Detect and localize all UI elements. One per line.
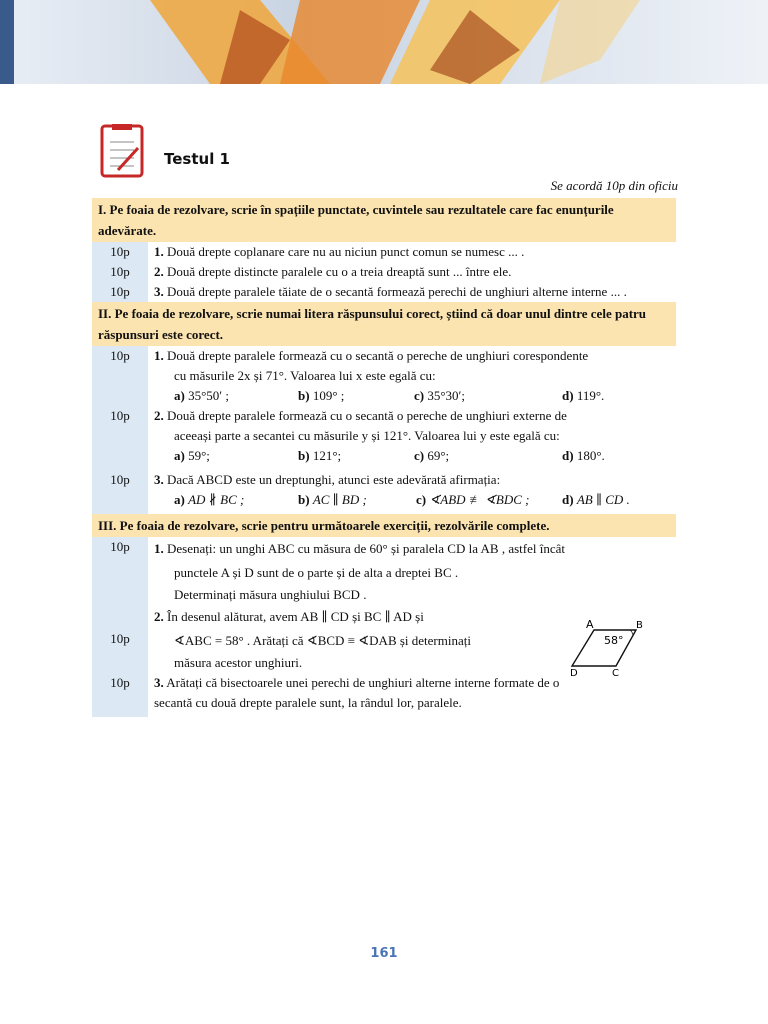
item-number: 2. [154,408,164,423]
points-cell: 10p [92,406,148,466]
option-text: 59°; [188,448,210,463]
item-line: aceeași parte a secantei cu măsurile y și 121°. Valoarea lui y este egală cu: [174,428,560,443]
table-row [92,673,676,717]
item-text: Două drepte distincte paralele cu o a treia dreaptă sunt ... între ele. [167,264,512,279]
item-number: 1. [154,244,164,259]
option-letter: d) [562,492,574,507]
option-text: ∢ABD ≢ ∢BDC ; [429,492,530,507]
figure-label-c: C [612,668,619,678]
points-cell: 10p [92,537,148,605]
option-letter: c) [414,388,425,403]
item-line: Dacă ABCD este un dreptunghi, atunci este adevărată afirmația: [167,472,501,487]
points-cell: 10p [92,673,148,717]
option-letter: a) [174,388,185,403]
option-text: 119°. [576,388,605,403]
item-number: 3. [154,284,164,299]
option-letter: b) [298,388,310,403]
item-line: Determinați măsura unghiului BCD . [174,587,367,602]
item-text: Două drepte paralele tăiate de o secantă formează perechi de unghiuri alterne interne ... . [167,284,627,299]
points-cell: 10p [92,282,148,302]
figure-label-a: A [586,618,594,631]
option-letter: d) [562,448,574,463]
table-row [92,537,676,605]
oficiu-note: Se acordă 10p din oficiu [550,178,678,193]
parallelogram-figure [564,618,654,678]
option-text: 109° ; [312,388,345,403]
item-line: Desenați: un unghi ABC cu măsura de 60° și paralela CD la AB , astfel încât [167,541,565,556]
option-text: 35°30′; [427,388,466,403]
option-text: AC ∥ BD ; [312,492,367,507]
option-letter: d) [562,388,574,403]
item-line: În desenul alăturat, avem AB ∥ CD și BC ∥ AD și [167,609,424,624]
option-text: 35°50′ ; [188,388,229,403]
option-letter: a) [174,492,185,507]
option-text: AD ∦ BC ; [188,492,245,507]
page-number: 161 [370,946,398,961]
item-line: punctele A și D sunt de o parte și de alta a dreptei BC . [174,565,459,580]
option-letter: b) [298,492,310,507]
points-cell: 10p [92,346,148,406]
banner-image [0,0,768,84]
option-letter: c) [414,448,425,463]
item-number: 2. [154,609,164,624]
figure-label-b: B [636,620,643,631]
option-text: 180°. [576,448,605,463]
header-banner [0,0,768,84]
item-line: Două drepte paralele formează cu o secantă o pereche de unghiuri corespondente [167,348,589,363]
item-number: 3. [154,472,164,487]
item-line: Arătați că bisectoarele unei perechi de unghiuri alterne interne formate de o [166,675,560,690]
item-line: secantă cu două drepte paralele sunt, la rândul lor, paralele. [154,695,462,710]
test-title: Testul 1 [164,150,230,168]
section-2-title: II. Pe foaia de rezolvare, scrie numai litera răspunsului corect, știind că doar unul dintre cele patru răspunsuri este corect. [92,302,676,346]
option-text: 121°; [312,448,342,463]
item-line: ∢ABC = 58° . Arătați că ∢BCD ≡ ∢DAB și determinați [174,633,471,648]
table-row [92,466,676,514]
option-letter: b) [298,448,310,463]
table-row [92,406,676,466]
item-line: cu măsurile 2x și 71°. Valoarea lui x este egală cu: [174,368,436,383]
item-number: 3. [154,675,164,690]
table-row [92,346,676,406]
points-cell: 10p [92,262,148,282]
item-line: măsura acestor unghiuri. [174,655,303,670]
option-text: AB ∥ CD . [576,492,630,507]
option-letter: a) [174,448,185,463]
points-cell: 10p [92,466,148,514]
item-number: 2. [154,264,164,279]
item-number: 1. [154,348,164,363]
item-text: Două drepte coplanare care nu au niciun punct comun se numesc ... . [167,244,525,259]
option-text: 69°; [427,448,450,463]
points-cell: 10p [92,242,148,262]
option-letter: c) [416,492,427,507]
section-3-title: III. Pe foaia de rezolvare, scrie pentru următoarele exerciții, rezolvările complete. [92,514,676,537]
table-row [92,242,676,262]
section-1-title: I. Pe foaia de rezolvare, scrie în spațiile punctate, cuvintele sau rezultatele care fac enunțurile adevărate. [92,198,676,242]
figure-label-d: D [570,668,578,678]
test-header [96,124,678,193]
item-number: 1. [154,541,164,556]
clipboard-icon [100,124,146,180]
item-line: Două drepte paralele formează cu o secantă o pereche de unghiuri externe de [167,408,567,423]
table-row [92,262,676,282]
figure-angle: 58° [604,634,624,647]
table-row [92,282,676,302]
points-cell: 10p [92,605,148,673]
